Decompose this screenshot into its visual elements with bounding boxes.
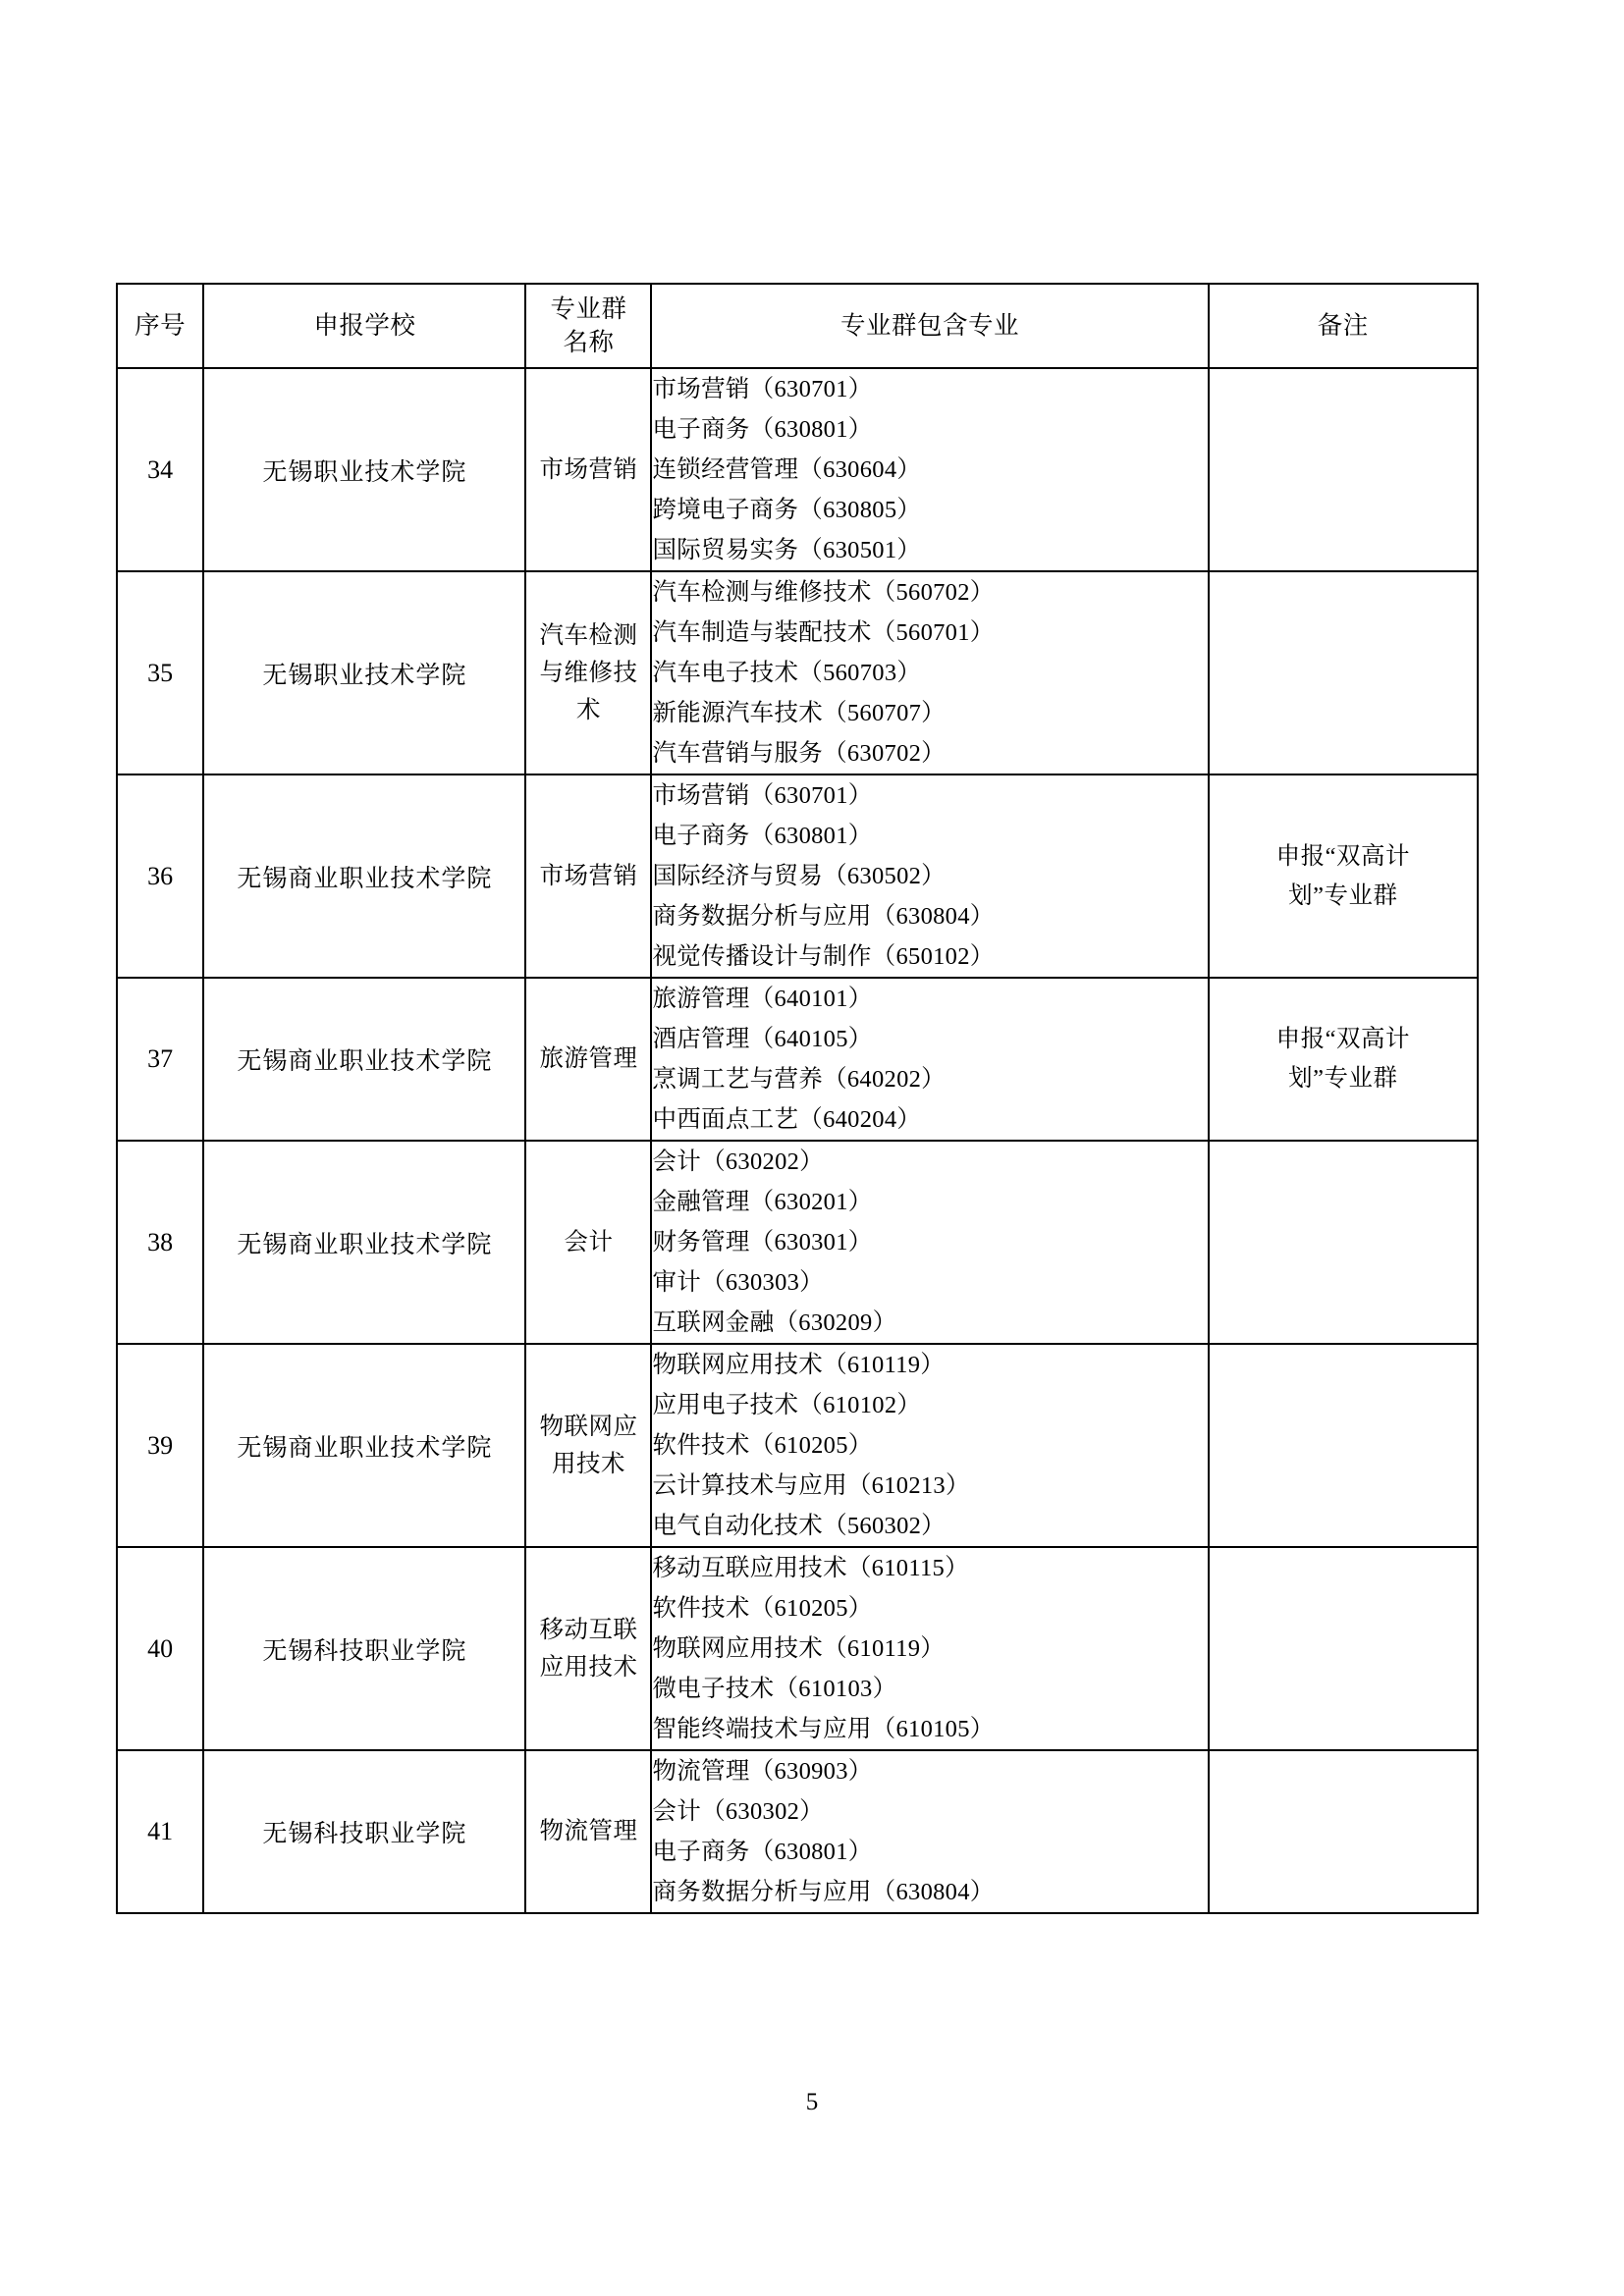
table-row [117, 571, 1478, 774]
table-header [117, 284, 1478, 368]
major-entry: 连锁经营管理（630604） [652, 456, 922, 483]
major-entry: 微电子技术（610103） [652, 1676, 897, 1702]
table-row [117, 1344, 1478, 1547]
cell-included-majors [651, 774, 1208, 978]
remark-line: 申报“双高计 [1275, 1026, 1410, 1052]
cell-school-name: 无锡职业技术学院 [203, 368, 525, 571]
group-name-line: 用技术 [551, 1450, 625, 1477]
major-entry: 新能源汽车技术（560707） [652, 700, 946, 726]
cell-remark [1209, 368, 1478, 571]
table-row [117, 368, 1478, 571]
cell-school-name: 无锡科技职业学院 [203, 1547, 525, 1750]
major-entry: 国际贸易实务（630501） [652, 537, 922, 563]
remark-line: 划”专业群 [1288, 1065, 1398, 1092]
major-entry: 财务管理（630301） [652, 1229, 873, 1255]
major-entry: 物联网应用技术（610119） [652, 1352, 946, 1378]
column-header-line: 备注 [1317, 311, 1369, 340]
cell-sequence-number: 41 [117, 1750, 203, 1913]
major-entry: 物联网应用技术（610119） [652, 1635, 946, 1662]
specialty-group-table-container [116, 283, 1479, 1914]
group-name-line: 市场营销 [539, 455, 638, 483]
table-row [117, 774, 1478, 978]
major-entry: 审计（630303） [652, 1269, 824, 1296]
column-header-included-majors [651, 284, 1208, 368]
column-header-group-name [525, 284, 651, 368]
cell-included-majors [651, 1344, 1208, 1547]
cell-school-name: 无锡职业技术学院 [203, 571, 525, 774]
group-name-line: 术 [575, 696, 601, 723]
major-entry: 视觉传播设计与制作（650102） [652, 943, 995, 970]
major-entry: 电子商务（630801） [652, 416, 873, 443]
major-entry: 电气自动化技术（560302） [652, 1513, 946, 1539]
cell-group-name [525, 774, 651, 978]
column-header-school [203, 284, 525, 368]
cell-sequence-number: 37 [117, 978, 203, 1141]
major-entry: 汽车制造与装配技术（560701） [652, 619, 995, 646]
major-entry: 汽车检测与维修技术（560702） [652, 579, 995, 606]
cell-included-majors [651, 368, 1208, 571]
major-entry: 市场营销（630701） [652, 376, 873, 402]
cell-school-name: 无锡商业职业技术学院 [203, 978, 525, 1141]
cell-group-name [525, 368, 651, 571]
cell-remark [1209, 1750, 1478, 1913]
cell-group-name [525, 978, 651, 1141]
cell-included-majors [651, 1547, 1208, 1750]
group-name-line: 应用技术 [539, 1653, 638, 1681]
table-row [117, 1750, 1478, 1913]
column-header-line: 序号 [135, 311, 187, 340]
cell-included-majors [651, 1141, 1208, 1344]
group-name-line: 汽车检测 [539, 621, 638, 649]
major-entry: 汽车营销与服务（630702） [652, 740, 946, 767]
table-row [117, 1141, 1478, 1344]
cell-included-majors [651, 571, 1208, 774]
major-entry: 云计算技术与应用（610213） [652, 1472, 970, 1499]
major-entry: 市场营销（630701） [652, 782, 873, 809]
table-row [117, 1547, 1478, 1750]
cell-remark [1209, 1547, 1478, 1750]
column-header-line: 专业群包含专业 [840, 311, 1020, 340]
major-entry: 软件技术（610205） [652, 1595, 873, 1622]
specialty-group-table [116, 283, 1479, 1914]
cell-sequence-number: 35 [117, 571, 203, 774]
cell-group-name [525, 571, 651, 774]
cell-remark [1209, 1344, 1478, 1547]
cell-group-name [525, 1547, 651, 1750]
cell-group-name [525, 1344, 651, 1547]
cell-sequence-number: 39 [117, 1344, 203, 1547]
major-entry: 国际经济与贸易（630502） [652, 863, 946, 889]
major-entry: 物流管理（630903） [652, 1758, 873, 1785]
major-entry: 酒店管理（640105） [652, 1026, 873, 1052]
major-entry: 应用电子技术（610102） [652, 1392, 922, 1418]
column-header-sequence [117, 284, 203, 368]
group-name-line: 旅游管理 [539, 1045, 638, 1072]
group-name-line: 与维修技 [539, 659, 638, 686]
major-entry: 移动互联应用技术（610115） [652, 1555, 969, 1581]
remark-line: 申报“双高计 [1275, 842, 1410, 870]
cell-group-name [525, 1750, 651, 1913]
major-entry: 会计（630302） [652, 1798, 824, 1825]
cell-sequence-number: 34 [117, 368, 203, 571]
cell-remark [1209, 1141, 1478, 1344]
cell-remark [1209, 978, 1478, 1141]
cell-school-name: 无锡科技职业学院 [203, 1750, 525, 1913]
column-header-line: 专业群 [550, 294, 627, 323]
group-name-line: 物联网应 [539, 1413, 638, 1440]
major-entry: 互联网金融（630209） [652, 1309, 897, 1336]
major-entry: 烹调工艺与营养（640202） [652, 1066, 946, 1093]
major-entry: 电子商务（630801） [652, 823, 873, 849]
major-entry: 智能终端技术与应用（610105） [652, 1716, 995, 1742]
major-entry: 会计（630202） [652, 1148, 824, 1175]
cell-sequence-number: 38 [117, 1141, 203, 1344]
major-entry: 中西面点工艺（640204） [652, 1106, 922, 1133]
group-name-line: 移动互联 [539, 1616, 638, 1643]
table-row [117, 978, 1478, 1141]
cell-sequence-number: 36 [117, 774, 203, 978]
table-header-row [117, 284, 1478, 368]
cell-school-name: 无锡商业职业技术学院 [203, 774, 525, 978]
cell-school-name: 无锡商业职业技术学院 [203, 1344, 525, 1547]
cell-school-name: 无锡商业职业技术学院 [203, 1141, 525, 1344]
major-entry: 汽车电子技术（560703） [652, 660, 922, 686]
table-body [117, 368, 1478, 1913]
cell-sequence-number: 40 [117, 1547, 203, 1750]
cell-remark [1209, 774, 1478, 978]
group-name-line: 市场营销 [539, 862, 638, 889]
major-entry: 旅游管理（640101） [652, 986, 873, 1012]
column-header-remark [1209, 284, 1478, 368]
cell-remark [1209, 571, 1478, 774]
cell-group-name [525, 1141, 651, 1344]
major-entry: 跨境电子商务（630805） [652, 497, 922, 523]
column-header-line: 申报学校 [313, 311, 416, 340]
major-entry: 金融管理（630201） [652, 1189, 873, 1215]
major-entry: 商务数据分析与应用（630804） [652, 903, 995, 930]
cell-included-majors [651, 1750, 1208, 1913]
remark-line: 划”专业群 [1288, 881, 1398, 909]
column-header-line: 名称 [563, 328, 615, 356]
group-name-line: 物流管理 [539, 1818, 638, 1844]
group-name-line: 会计 [564, 1228, 614, 1255]
page-number: 5 [805, 2089, 819, 2115]
cell-included-majors [651, 978, 1208, 1141]
major-entry: 商务数据分析与应用（630804） [652, 1879, 995, 1905]
major-entry: 电子商务（630801） [652, 1839, 873, 1865]
major-entry: 软件技术（610205） [652, 1432, 873, 1459]
